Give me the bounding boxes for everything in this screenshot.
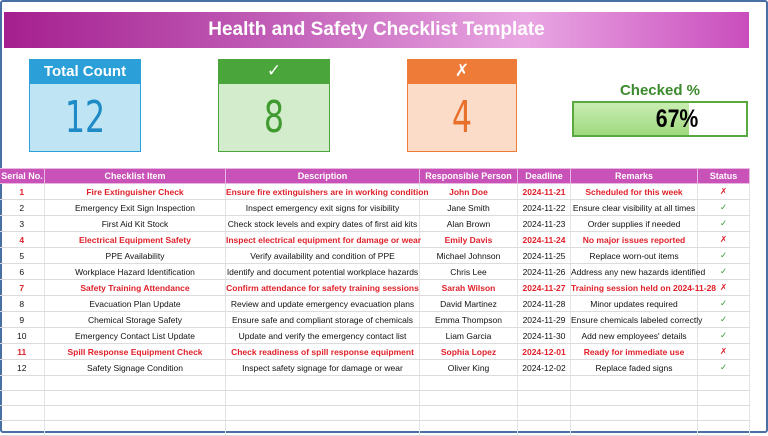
cell-checklist-item[interactable]: Safety Signage Condition — [45, 360, 226, 376]
cell-description[interactable]: Update and verify the emergency contact list — [226, 328, 420, 344]
cell-remarks[interactable]: Replace faded signs — [571, 360, 698, 376]
cell-responsible-person[interactable]: David Martinez — [420, 296, 518, 312]
cell-status[interactable]: ✓ — [698, 296, 750, 312]
empty-cell[interactable] — [571, 391, 698, 406]
cell-responsible-person[interactable]: Liam Garcia — [420, 328, 518, 344]
cell-remarks[interactable]: Training session held on 2024-11-28 — [571, 280, 698, 296]
cell-serial-no[interactable]: 8 — [0, 296, 45, 312]
empty-row[interactable] — [0, 406, 750, 421]
cell-responsible-person[interactable]: Michael Johnson — [420, 248, 518, 264]
empty-row[interactable] — [0, 421, 750, 436]
cell-remarks[interactable]: Scheduled for this week — [571, 184, 698, 200]
empty-cell[interactable] — [45, 421, 226, 436]
header-checklist-item[interactable]: Checklist Item — [45, 169, 226, 184]
cell-description[interactable]: Inspect electrical equipment for damage or wear — [226, 232, 420, 248]
cell-description[interactable]: Review and update emergency evacuation plans — [226, 296, 420, 312]
kpi-total-label: Total Count — [29, 59, 141, 83]
cell-status[interactable]: ✗ — [698, 344, 750, 360]
cell-remarks[interactable]: Address any new hazards identified — [571, 264, 698, 280]
cell-status[interactable]: ✓ — [698, 264, 750, 280]
cell-deadline[interactable]: 2024-11-30 — [518, 328, 571, 344]
cell-deadline[interactable]: 2024-11-29 — [518, 312, 571, 328]
cell-description[interactable]: Identify and document potential workplace hazards — [226, 264, 420, 280]
empty-cell[interactable] — [226, 391, 420, 406]
cell-checklist-item[interactable]: Spill Response Equipment Check — [45, 344, 226, 360]
empty-cell[interactable] — [518, 406, 571, 421]
cell-status[interactable]: ✓ — [698, 312, 750, 328]
empty-cell[interactable] — [571, 406, 698, 421]
table-row[interactable] — [0, 184, 750, 200]
empty-cell[interactable] — [571, 421, 698, 436]
table-row[interactable] — [0, 232, 750, 248]
table-row[interactable] — [0, 264, 750, 280]
cell-checklist-item[interactable]: Evacuation Plan Update — [45, 296, 226, 312]
empty-row[interactable] — [0, 376, 750, 391]
cell-responsible-person[interactable]: John Doe — [420, 184, 518, 200]
cell-description[interactable]: Ensure fire extinguishers are in working condition — [226, 184, 420, 200]
empty-cell[interactable] — [0, 406, 45, 421]
cell-responsible-person[interactable]: Oliver King — [420, 360, 518, 376]
cell-checklist-item[interactable]: Fire Extinguisher Check — [45, 184, 226, 200]
cell-remarks[interactable]: No major issues reported — [571, 232, 698, 248]
cell-deadline[interactable]: 2024-12-01 — [518, 344, 571, 360]
empty-cell[interactable] — [420, 391, 518, 406]
cell-remarks[interactable]: Ensure chemicals labeled correctly — [571, 312, 698, 328]
cell-checklist-item[interactable]: Chemical Storage Safety — [45, 312, 226, 328]
cell-remarks[interactable]: Order supplies if needed — [571, 216, 698, 232]
empty-cell[interactable] — [518, 421, 571, 436]
cell-deadline[interactable]: 2024-11-26 — [518, 264, 571, 280]
empty-cell[interactable] — [420, 421, 518, 436]
cell-deadline[interactable]: 2024-11-28 — [518, 296, 571, 312]
cell-status[interactable]: ✓ — [698, 200, 750, 216]
empty-cell[interactable] — [226, 406, 420, 421]
table-row[interactable] — [0, 216, 750, 232]
check-icon: ✓ — [218, 59, 330, 83]
table-row[interactable] — [0, 360, 750, 376]
cell-serial-no[interactable]: 6 — [0, 264, 45, 280]
table-row[interactable] — [0, 280, 750, 296]
checked-percent-bar — [572, 101, 748, 137]
cell-checklist-item[interactable]: Emergency Exit Sign Inspection — [45, 200, 226, 216]
header-description[interactable]: Description — [226, 169, 420, 184]
cell-description[interactable]: Inspect safety signage for damage or wear — [226, 360, 420, 376]
cell-deadline[interactable]: 2024-12-02 — [518, 360, 571, 376]
cell-checklist-item[interactable]: PPE Availability — [45, 248, 226, 264]
cell-deadline[interactable]: 2024-11-24 — [518, 232, 571, 248]
header-serial-no[interactable]: Serial No. — [0, 169, 45, 184]
header-remarks[interactable]: Remarks — [571, 169, 698, 184]
empty-cell[interactable] — [0, 421, 45, 436]
table-row[interactable] — [0, 200, 750, 216]
cell-deadline[interactable]: 2024-11-25 — [518, 248, 571, 264]
checklist-table — [0, 168, 750, 436]
empty-cell[interactable] — [698, 406, 750, 421]
header-deadline[interactable]: Deadline — [518, 169, 571, 184]
empty-cell[interactable] — [0, 376, 45, 391]
cell-remarks[interactable]: Ready for immediate use — [571, 344, 698, 360]
kpi-total-value: 12 — [64, 92, 106, 143]
cell-status[interactable]: ✗ — [698, 184, 750, 200]
table-row[interactable] — [0, 312, 750, 328]
empty-cell[interactable] — [45, 406, 226, 421]
cell-description[interactable]: Confirm attendance for safety training sessions — [226, 280, 420, 296]
kpi-checked-body — [218, 83, 330, 152]
cell-checklist-item[interactable]: Safety Training Attendance — [45, 280, 226, 296]
cell-checklist-item[interactable]: Emergency Contact List Update — [45, 328, 226, 344]
cell-serial-no[interactable]: 4 — [0, 232, 45, 248]
checked-percent-value: 67% — [655, 104, 699, 133]
cell-responsible-person[interactable]: Sarah Wilson — [420, 280, 518, 296]
cell-checklist-item[interactable]: Workplace Hazard Identification — [45, 264, 226, 280]
table-row[interactable] — [0, 296, 750, 312]
empty-cell[interactable] — [226, 421, 420, 436]
cell-remarks[interactable]: Ensure clear visibility at all times — [571, 200, 698, 216]
empty-cell[interactable] — [698, 391, 750, 406]
cell-deadline[interactable]: 2024-11-21 — [518, 184, 571, 200]
empty-cell[interactable] — [698, 421, 750, 436]
cell-serial-no[interactable]: 9 — [0, 312, 45, 328]
table-row[interactable] — [0, 248, 750, 264]
cell-checklist-item[interactable]: First Aid Kit Stock — [45, 216, 226, 232]
cell-status[interactable]: ✗ — [698, 280, 750, 296]
cell-status[interactable]: ✗ — [698, 232, 750, 248]
kpi-unchecked-count — [407, 59, 517, 152]
cell-serial-no[interactable]: 1 — [0, 184, 45, 200]
table-row[interactable] — [0, 328, 750, 344]
header-responsible-person[interactable]: Responsible Person — [420, 169, 518, 184]
cell-serial-no[interactable]: 7 — [0, 280, 45, 296]
cell-remarks[interactable]: Add new employees' details — [571, 328, 698, 344]
empty-cell[interactable] — [226, 376, 420, 391]
table-header-row — [0, 169, 750, 184]
empty-cell[interactable] — [518, 391, 571, 406]
empty-cell[interactable] — [45, 391, 226, 406]
cell-serial-no[interactable]: 2 — [0, 200, 45, 216]
cell-serial-no[interactable]: 3 — [0, 216, 45, 232]
cell-description[interactable]: Check stock levels and expiry dates of first aid kits — [226, 216, 420, 232]
cell-responsible-person[interactable]: Emily Davis — [420, 232, 518, 248]
cell-status[interactable]: ✓ — [698, 360, 750, 376]
header-status[interactable]: Status — [698, 169, 750, 184]
cell-status[interactable]: ✓ — [698, 328, 750, 344]
cell-responsible-person[interactable]: Chris Lee — [420, 264, 518, 280]
cell-description[interactable]: Check readiness of spill response equipment — [226, 344, 420, 360]
empty-cell[interactable] — [518, 376, 571, 391]
kpi-unchecked-value: 4 — [451, 92, 473, 143]
cell-remarks[interactable]: Minor updates required — [571, 296, 698, 312]
cell-deadline[interactable]: 2024-11-23 — [518, 216, 571, 232]
cell-serial-no[interactable]: 10 — [0, 328, 45, 344]
kpi-total-count — [29, 59, 141, 152]
empty-row[interactable] — [0, 391, 750, 406]
table-body — [0, 184, 750, 436]
cross-icon: ✗ — [407, 59, 517, 83]
cell-responsible-person[interactable]: Alan Brown — [420, 216, 518, 232]
kpi-unchecked-body — [407, 83, 517, 152]
cell-status[interactable]: ✓ — [698, 216, 750, 232]
cell-serial-no[interactable]: 12 — [0, 360, 45, 376]
cell-status[interactable]: ✓ — [698, 248, 750, 264]
empty-cell[interactable] — [0, 391, 45, 406]
kpi-checked-count — [218, 59, 330, 152]
cell-serial-no[interactable]: 5 — [0, 248, 45, 264]
empty-cell[interactable] — [420, 376, 518, 391]
kpi-checked-value: 8 — [263, 92, 285, 143]
checked-percent-label: Checked % — [619, 82, 701, 99]
cell-serial-no[interactable]: 11 — [0, 344, 45, 360]
cell-description[interactable]: Verify availability and condition of PPE — [226, 248, 420, 264]
cell-responsible-person[interactable]: Sophia Lopez — [420, 344, 518, 360]
cell-deadline[interactable]: 2024-11-22 — [518, 200, 571, 216]
table-row[interactable] — [0, 344, 750, 360]
empty-cell[interactable] — [698, 376, 750, 391]
kpi-total-body — [29, 83, 141, 152]
page-title: Health and Safety Checklist Template — [4, 12, 749, 48]
cell-description[interactable]: Inspect emergency exit signs for visibility — [226, 200, 420, 216]
cell-deadline[interactable]: 2024-11-27 — [518, 280, 571, 296]
empty-cell[interactable] — [45, 376, 226, 391]
cell-remarks[interactable]: Replace worn-out items — [571, 248, 698, 264]
empty-cell[interactable] — [571, 376, 698, 391]
cell-responsible-person[interactable]: Jane Smith — [420, 200, 518, 216]
cell-responsible-person[interactable]: Emma Thompson — [420, 312, 518, 328]
cell-description[interactable]: Ensure safe and compliant storage of chemicals — [226, 312, 420, 328]
empty-cell[interactable] — [420, 406, 518, 421]
cell-checklist-item[interactable]: Electrical Equipment Safety — [45, 232, 226, 248]
